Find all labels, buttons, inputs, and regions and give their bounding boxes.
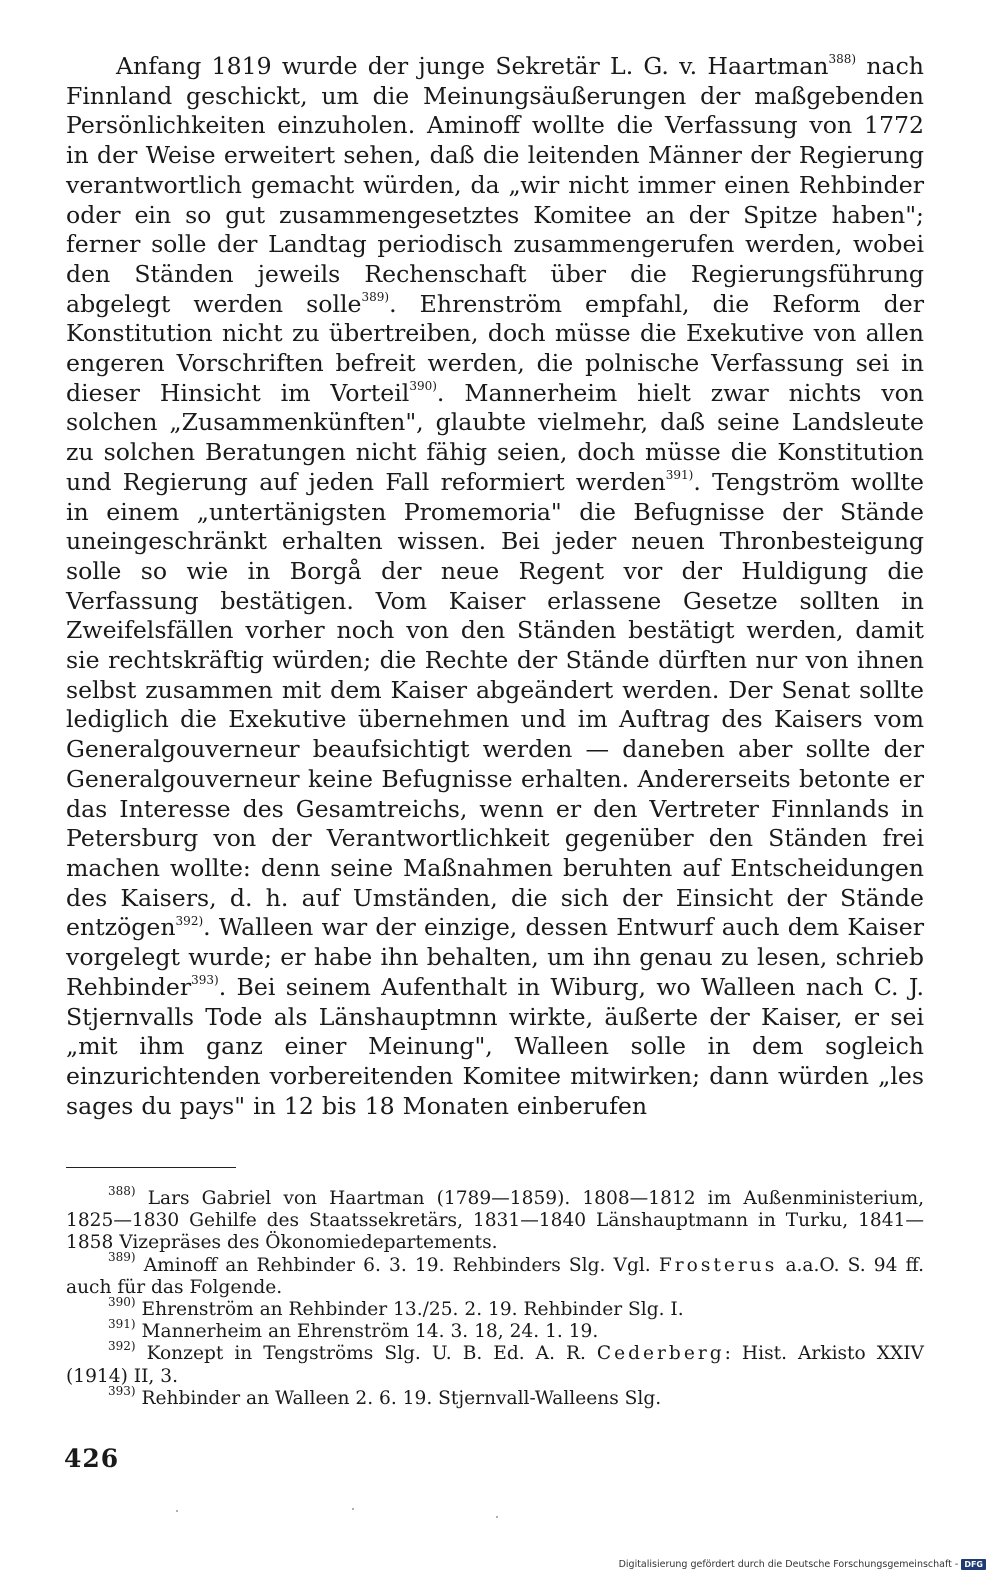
digitization-credit <box>619 1559 986 1570</box>
scan-speck <box>496 1516 498 1518</box>
footnote-391: $^{391)}$ Mannerheim an Ehrenström 14. 3. 18, 24. 1. 19. <box>108 1317 599 1343</box>
page-number: 426 <box>64 1444 120 1473</box>
footnote-ref-391[interactable]: 391) <box>665 467 694 482</box>
footnote-ref-390[interactable]: 390) <box>409 378 437 393</box>
footnotes <box>66 1183 924 1410</box>
author-name: Cederberg <box>596 1343 725 1365</box>
body-paragraph: Anfang 1819 wurde der junge Sekretär L. G. v. Haartman$^{388)}$ nach Finnland geschickt, um die Meinungsäußerungen der maßgebenden Persönlichkeiten einzuholen. Aminoff wollte die Verfassung von 1772 in der Weise erweitert sehen, daß die leitenden Männer der Regierung verantwortlich gemacht würden, da „wir nicht immer einen Rehbinder oder ein so gut zusammengesetztes Komitee an der Spitze haben"; ferner solle der Landtag periodisch zusammengerufen werden, wobei den Ständen jeweils Rechenschaft über die Regierungsführung abgelegt werden solle$^{389)}$. Ehrenström empfahl, die Reform der Konstitution nicht zu übertreiben, doch müsse die Exekutive von allen engeren Vorschriften befreit werden, die polnische Verfassung sei in dieser Hinsicht im Vorteil$^{390)}$. Mannerheim hielt zwar nichts von solchen „Zusammenkünften", glaubte vielmehr, daß seine Landsleute zu solchen Beratungen nicht fähig seien, doch müsse die Konstitution und Regierung auf jeden Fall reformiert werden$^{391)}$. Tengström wollte in einem „untertänigsten Promemoria" die Befugnisse der Stände uneingeschränkt erhalten wissen. Bei jeder neuen Thronbesteigung solle so wie in Borgå der neue Regent vor der Huldigung die Verfassung bestätigen. Vom Kaiser erlassene Gesetze sollten in Zweifelsfällen vorher noch von den Ständen bestätigt werden, damit sie rechtskräftig würden; die Rechte der Stände dürften nur von ihnen selbst zusammen mit dem Kaiser abgeändert werden. Der Senat sollte lediglich die Exekutive übernehmen und im Auftrag des Kaisers vom Generalgouverneur beaufsichtigt werden — daneben aber sollte der Generalgouverneur keine Befugnisse erhalten. Andererseits betonte er das Interesse des Gesamtreichs, wenn er den Vertreter Finnlands in Petersburg von der Verantwortlichkeit gegenüber den Ständen frei machen wollte: denn seine Maßnahmen beruhten auf Entscheidungen des Kaisers, d. h. auf Umständen, die sich der Einsicht der Stände entzögen$^{392)}$. Walleen war der einzige, dessen Entwurf auch dem Kaiser vorgelegt wurde; er habe ihn behalten, um ihn genau zu lesen, schrieb Rehbinder$^{393)}$. Bei seinem Aufenthalt in Wiburg, wo Walleen nach C. J. Stjernvalls Tode als Länshauptmnn wirkte, äußerte der Kaiser, er sei „mit ihm ganz einer Meinung", Walleen solle in dem sogleich einzurichtenden vorbereitenden Komitee mitwirken; dann würden „les sages du pays" in 12 bis 18 Monaten einberufen <box>66 52 925 1120</box>
scan-speck <box>176 1510 178 1512</box>
footnote-389: $^{389)}$ Aminoff an Rehbinder 6. 3. 19. Rehbinders Slg. Vgl. Frosterus a.a.O. S. 94 ff. auch für das Folgende. <box>66 1250 924 1298</box>
footnote-ref-392[interactable]: 392) <box>175 913 204 928</box>
footnote-ref-388[interactable]: 388) <box>828 52 857 67</box>
credit-text: Digitalisierung gefördert durch die Deutsche Forschungsgemeinschaft - <box>618 1559 959 1570</box>
footnote-388: $^{388)}$ Lars Gabriel von Haartman (1789—1859). 1808—1812 im Außenministerium, 1825—1830 Gehilfe des Staatssekretärs, 1831—1840 Länshauptmann in Turku, 1841—1858 Vizepräses des Ökonomiedepartements. <box>66 1183 924 1254</box>
dfg-logo-icon: DFG <box>961 1559 986 1570</box>
footnote-ref-389[interactable]: 389) <box>361 289 390 304</box>
footnote-392: $^{392)}$ Konzept in Tengströms Slg. U. B. Ed. A. R. Cederberg: Hist. Arkisto XXIV (1914) II, 3. <box>66 1339 924 1387</box>
footnote-390: $^{390)}$ Ehrenström an Rehbinder 13./25. 2. 19. Rehbinder Slg. I. <box>108 1294 684 1321</box>
author-name: Frosterus <box>658 1254 778 1276</box>
main-text <box>66 52 924 1121</box>
footnote-ref-393[interactable]: 393) <box>191 972 219 987</box>
footnote-393: $^{393)}$ Rehbinder an Walleen 2. 6. 19. Stjernvall-Walleens Slg. <box>108 1383 662 1409</box>
scan-speck <box>352 1508 354 1510</box>
footnote-divider <box>66 1167 236 1168</box>
